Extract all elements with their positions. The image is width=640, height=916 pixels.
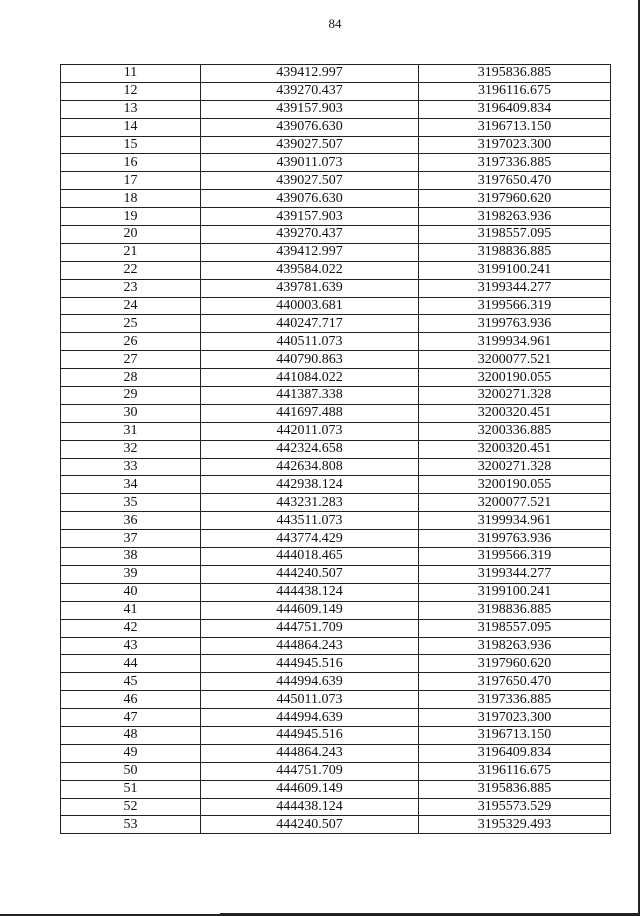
table-row [61,655,611,673]
table-row [61,780,611,798]
table-row [61,243,611,261]
x-coordinate-cell: 442634.808 [201,458,419,476]
point-number-cell: 18 [61,190,201,208]
table-row [61,565,611,583]
x-coordinate-cell: 443511.073 [201,512,419,530]
x-coordinate-cell: 443774.429 [201,530,419,548]
y-coordinate-cell: 3200190.055 [419,476,611,494]
x-coordinate-cell: 440511.073 [201,333,419,351]
table-row [61,762,611,780]
table-row [61,82,611,100]
x-coordinate-cell: 444438.124 [201,798,419,816]
y-coordinate-cell: 3200077.521 [419,494,611,512]
x-coordinate-cell: 444609.149 [201,601,419,619]
point-number-cell: 16 [61,154,201,172]
y-coordinate-cell: 3195836.885 [419,65,611,83]
point-number-cell: 31 [61,422,201,440]
table-row [61,279,611,297]
y-coordinate-cell: 3198263.936 [419,208,611,226]
x-coordinate-cell: 444609.149 [201,780,419,798]
point-number-cell: 52 [61,798,201,816]
x-coordinate-cell: 444945.516 [201,726,419,744]
x-coordinate-cell: 443231.283 [201,494,419,512]
table-row [61,601,611,619]
x-coordinate-cell: 442938.124 [201,476,419,494]
x-coordinate-cell: 440790.863 [201,351,419,369]
point-number-cell: 13 [61,100,201,118]
point-number-cell: 47 [61,709,201,727]
x-coordinate-cell: 440003.681 [201,297,419,315]
point-number-cell: 29 [61,387,201,405]
y-coordinate-cell: 3197336.885 [419,691,611,709]
y-coordinate-cell: 3195836.885 [419,780,611,798]
y-coordinate-cell: 3200190.055 [419,369,611,387]
x-coordinate-cell: 439027.507 [201,172,419,190]
point-number-cell: 49 [61,744,201,762]
y-coordinate-cell: 3200271.328 [419,387,611,405]
point-number-cell: 33 [61,458,201,476]
x-coordinate-cell: 439157.903 [201,208,419,226]
y-coordinate-cell: 3197650.470 [419,673,611,691]
y-coordinate-cell: 3196116.675 [419,82,611,100]
y-coordinate-cell: 3199344.277 [419,565,611,583]
point-number-cell: 27 [61,351,201,369]
table-row [61,440,611,458]
coordinates-table-body [61,65,611,834]
x-coordinate-cell: 445011.073 [201,691,419,709]
table-row [61,118,611,136]
x-coordinate-cell: 444751.709 [201,619,419,637]
point-number-cell: 26 [61,333,201,351]
y-coordinate-cell: 3197023.300 [419,136,611,154]
x-coordinate-cell: 441697.488 [201,404,419,422]
y-coordinate-cell: 3198263.936 [419,637,611,655]
table-row [61,226,611,244]
y-coordinate-cell: 3197960.620 [419,655,611,673]
table-row [61,726,611,744]
y-coordinate-cell: 3197960.620 [419,190,611,208]
y-coordinate-cell: 3200336.885 [419,422,611,440]
x-coordinate-cell: 444018.465 [201,548,419,566]
table-row [61,530,611,548]
point-number-cell: 32 [61,440,201,458]
y-coordinate-cell: 3199934.961 [419,333,611,351]
x-coordinate-cell: 439011.073 [201,154,419,172]
point-number-cell: 22 [61,261,201,279]
point-number-cell: 46 [61,691,201,709]
y-coordinate-cell: 3199566.319 [419,297,611,315]
bottom-rule [220,913,640,915]
x-coordinate-cell: 444864.243 [201,744,419,762]
y-coordinate-cell: 3198836.885 [419,601,611,619]
table-row [61,798,611,816]
y-coordinate-cell: 3196409.834 [419,100,611,118]
table-row [61,351,611,369]
y-coordinate-cell: 3195573.529 [419,798,611,816]
y-coordinate-cell: 3198557.095 [419,619,611,637]
x-coordinate-cell: 439270.437 [201,82,419,100]
point-number-cell: 36 [61,512,201,530]
x-coordinate-cell: 442011.073 [201,422,419,440]
table-row [61,333,611,351]
y-coordinate-cell: 3196116.675 [419,762,611,780]
y-coordinate-cell: 3196713.150 [419,726,611,744]
table-row [61,637,611,655]
table-row [61,136,611,154]
point-number-cell: 23 [61,279,201,297]
y-coordinate-cell: 3199100.241 [419,261,611,279]
table-row [61,709,611,727]
point-number-cell: 43 [61,637,201,655]
point-number-cell: 25 [61,315,201,333]
y-coordinate-cell: 3200320.451 [419,440,611,458]
point-number-cell: 44 [61,655,201,673]
point-number-cell: 37 [61,530,201,548]
x-coordinate-cell: 444240.507 [201,565,419,583]
point-number-cell: 48 [61,726,201,744]
point-number-cell: 39 [61,565,201,583]
table-row [61,619,611,637]
point-number-cell: 35 [61,494,201,512]
x-coordinate-cell: 440247.717 [201,315,419,333]
x-coordinate-cell: 439076.630 [201,118,419,136]
table-row [61,154,611,172]
x-coordinate-cell: 444438.124 [201,583,419,601]
table-row [61,691,611,709]
x-coordinate-cell: 444240.507 [201,816,419,834]
y-coordinate-cell: 3197336.885 [419,154,611,172]
x-coordinate-cell: 444994.639 [201,673,419,691]
x-coordinate-cell: 442324.658 [201,440,419,458]
point-number-cell: 20 [61,226,201,244]
y-coordinate-cell: 3197023.300 [419,709,611,727]
y-coordinate-cell: 3200320.451 [419,404,611,422]
point-number-cell: 14 [61,118,201,136]
point-number-cell: 53 [61,816,201,834]
x-coordinate-cell: 439584.022 [201,261,419,279]
point-number-cell: 30 [61,404,201,422]
y-coordinate-cell: 3200077.521 [419,351,611,369]
table-row [61,190,611,208]
point-number-cell: 12 [61,82,201,100]
table-row [61,476,611,494]
point-number-cell: 17 [61,172,201,190]
table-row [61,387,611,405]
y-coordinate-cell: 3199763.936 [419,315,611,333]
x-coordinate-cell: 441084.022 [201,369,419,387]
table-row [61,816,611,834]
table-row [61,261,611,279]
x-coordinate-cell: 439412.997 [201,65,419,83]
x-coordinate-cell: 439157.903 [201,100,419,118]
y-coordinate-cell: 3199934.961 [419,512,611,530]
table-row [61,744,611,762]
point-number-cell: 45 [61,673,201,691]
y-coordinate-cell: 3199566.319 [419,548,611,566]
y-coordinate-cell: 3199100.241 [419,583,611,601]
table-row [61,404,611,422]
table-row [61,297,611,315]
point-number-cell: 28 [61,369,201,387]
y-coordinate-cell: 3199344.277 [419,279,611,297]
table-row [61,65,611,83]
table-row [61,208,611,226]
point-number-cell: 19 [61,208,201,226]
coordinates-table [60,64,611,834]
x-coordinate-cell: 441387.338 [201,387,419,405]
table-row [61,100,611,118]
table-row [61,494,611,512]
point-number-cell: 21 [61,243,201,261]
table-row [61,458,611,476]
x-coordinate-cell: 444945.516 [201,655,419,673]
point-number-cell: 41 [61,601,201,619]
table-row [61,673,611,691]
point-number-cell: 50 [61,762,201,780]
y-coordinate-cell: 3199763.936 [419,530,611,548]
y-coordinate-cell: 3196409.834 [419,744,611,762]
y-coordinate-cell: 3195329.493 [419,816,611,834]
y-coordinate-cell: 3198557.095 [419,226,611,244]
table-row [61,548,611,566]
y-coordinate-cell: 3198836.885 [419,243,611,261]
x-coordinate-cell: 439270.437 [201,226,419,244]
x-coordinate-cell: 439781.639 [201,279,419,297]
point-number-cell: 34 [61,476,201,494]
point-number-cell: 15 [61,136,201,154]
y-coordinate-cell: 3196713.150 [419,118,611,136]
point-number-cell: 51 [61,780,201,798]
point-number-cell: 38 [61,548,201,566]
table-row [61,315,611,333]
x-coordinate-cell: 439076.630 [201,190,419,208]
y-coordinate-cell: 3200271.328 [419,458,611,476]
y-coordinate-cell: 3197650.470 [419,172,611,190]
x-coordinate-cell: 444864.243 [201,637,419,655]
table-row [61,369,611,387]
table-row [61,583,611,601]
table-row [61,172,611,190]
point-number-cell: 40 [61,583,201,601]
point-number-cell: 11 [61,65,201,83]
x-coordinate-cell: 439412.997 [201,243,419,261]
point-number-cell: 42 [61,619,201,637]
table-row [61,422,611,440]
page-number: 84 [328,16,342,31]
x-coordinate-cell: 444994.639 [201,709,419,727]
x-coordinate-cell: 439027.507 [201,136,419,154]
table-row [61,512,611,530]
x-coordinate-cell: 444751.709 [201,762,419,780]
point-number-cell: 24 [61,297,201,315]
